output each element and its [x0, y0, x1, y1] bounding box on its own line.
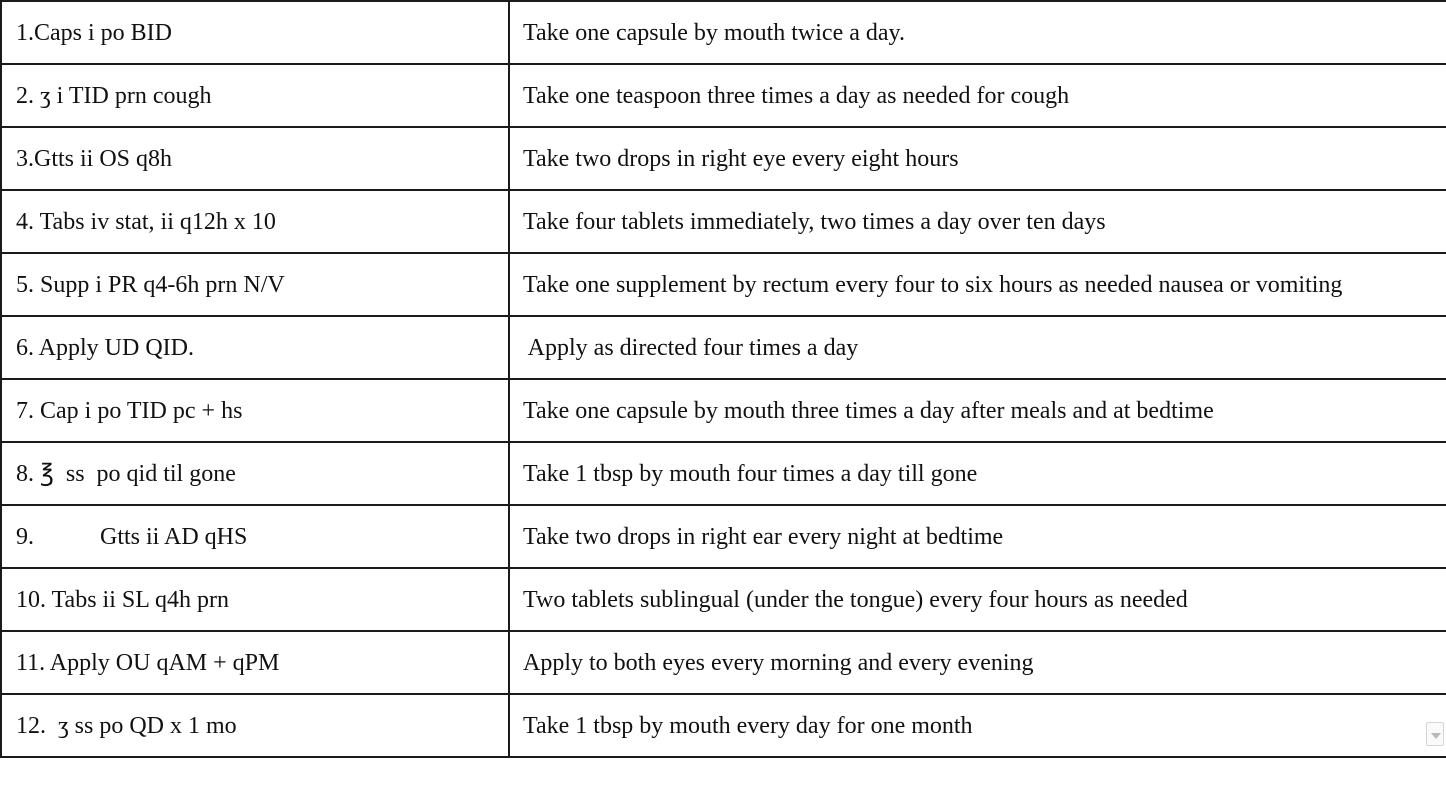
abbreviation-cell — [1, 694, 509, 757]
meaning-text: Take one capsule by mouth twice a day. — [523, 20, 905, 46]
abbreviation-text: 10. Tabs ii SL q4h prn — [16, 587, 229, 613]
abbreviation-text: 7. Cap i po TID pc + hs — [16, 398, 243, 424]
abbreviation-text: 3.Gtts ii OS q8h — [16, 146, 173, 172]
table-row — [1, 505, 1446, 568]
meaning-text: Apply to both eyes every morning and every evening — [523, 650, 1034, 676]
abbreviation-cell — [1, 64, 509, 127]
table-row — [1, 1, 1446, 64]
abbreviation-text: 2. ʒ i TID prn cough — [16, 83, 212, 109]
abbreviation-text: 5. Supp i PR q4-6h prn N/V — [16, 272, 285, 298]
meaning-text: Apply as directed four times a day — [523, 335, 859, 361]
abbreviation-text: 9. Gtts ii AD qHS — [16, 524, 248, 550]
meaning-text: Take two drops in right ear every night at bedtime — [523, 524, 1004, 550]
meaning-cell — [509, 1, 1446, 64]
meaning-text: Take one capsule by mouth three times a day after meals and at bedtime — [523, 398, 1214, 424]
meaning-cell — [509, 127, 1446, 190]
abbreviation-text: 8. ℥ ss po qid til gone — [16, 461, 236, 487]
meaning-text: Two tablets sublingual (under the tongue) every four hours as needed — [523, 587, 1188, 613]
table-row — [1, 190, 1446, 253]
abbreviation-cell — [1, 442, 509, 505]
meaning-text: Take 1 tbsp by mouth four times a day till gone — [523, 461, 978, 487]
abbreviation-cell — [1, 505, 509, 568]
abbreviation-cell — [1, 379, 509, 442]
meaning-text: Take two drops in right eye every eight hours — [523, 146, 959, 172]
meaning-cell — [509, 694, 1446, 757]
table-row — [1, 568, 1446, 631]
table-row — [1, 127, 1446, 190]
meaning-cell — [509, 316, 1446, 379]
abbreviation-cell — [1, 190, 509, 253]
meaning-cell — [509, 631, 1446, 694]
abbreviation-cell — [1, 1, 509, 64]
abbreviation-cell — [1, 631, 509, 694]
table-row — [1, 253, 1446, 316]
table-row — [1, 379, 1446, 442]
table-row — [1, 442, 1446, 505]
meaning-cell — [509, 190, 1446, 253]
table-body — [1, 1, 1446, 757]
abbreviation-cell — [1, 568, 509, 631]
abbreviation-text: 4. Tabs iv stat, ii q12h x 10 — [16, 209, 276, 235]
abbreviation-cell — [1, 253, 509, 316]
abbreviation-text: 12. ʒ ss po QD x 1 mo — [16, 713, 237, 739]
chevron-down-icon[interactable] — [1426, 722, 1444, 746]
meaning-text: Take one teaspoon three times a day as needed for cough — [523, 83, 1070, 109]
abbreviation-cell — [1, 127, 509, 190]
meaning-cell — [509, 64, 1446, 127]
meaning-cell — [509, 253, 1446, 316]
table-row — [1, 316, 1446, 379]
abbreviation-text: 1.Caps i po BID — [16, 20, 172, 46]
abbreviation-text: 11. Apply OU qAM + qPM — [16, 650, 280, 676]
meaning-cell — [509, 568, 1446, 631]
table-row — [1, 64, 1446, 127]
table-row — [1, 631, 1446, 694]
meaning-text: Take four tablets immediately, two times a day over ten days — [523, 209, 1106, 235]
meaning-cell — [509, 505, 1446, 568]
abbreviation-text: 6. Apply UD QID. — [16, 335, 194, 361]
meaning-cell — [509, 442, 1446, 505]
table-row — [1, 694, 1446, 757]
meaning-text: Take 1 tbsp by mouth every day for one month — [523, 713, 973, 739]
abbreviation-cell — [1, 316, 509, 379]
meaning-text: Take one supplement by rectum every four to six hours as needed nausea or vomiting — [523, 272, 1343, 298]
meaning-cell — [509, 379, 1446, 442]
